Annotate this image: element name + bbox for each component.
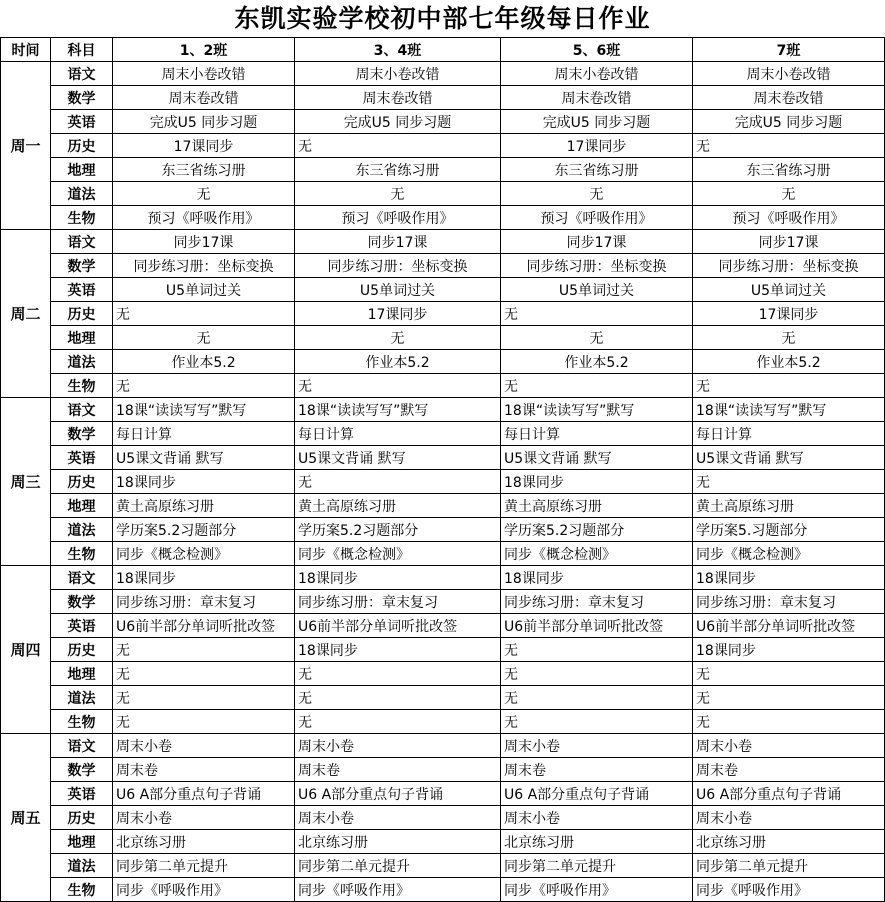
- homework-cell: 同步第二单元提升: [501, 854, 693, 878]
- table-row: [1, 182, 885, 206]
- subject-cell: 语文: [51, 734, 113, 758]
- homework-cell: 无: [501, 638, 693, 662]
- table-row: [1, 134, 885, 158]
- homework-cell: 18课同步: [693, 566, 885, 590]
- homework-cell: U5课文背诵 默写: [501, 446, 693, 470]
- homework-cell: 北京练习册: [501, 830, 693, 854]
- subject-cell: 语文: [51, 398, 113, 422]
- homework-table: [0, 37, 885, 902]
- homework-cell: 同步《呼吸作用》: [113, 878, 295, 902]
- homework-cell: U6 A部分重点句子背诵: [113, 782, 295, 806]
- homework-cell: 同步《概念检测》: [113, 542, 295, 566]
- table-row: [1, 398, 885, 422]
- subject-cell: 数学: [51, 758, 113, 782]
- subject-cell: 生物: [51, 710, 113, 734]
- subject-cell: 历史: [51, 302, 113, 326]
- table-row: [1, 62, 885, 86]
- homework-cell: 黄土高原练习册: [693, 494, 885, 518]
- header-row: [1, 38, 885, 62]
- homework-cell: 同步《呼吸作用》: [693, 878, 885, 902]
- homework-cell: 黄土高原练习册: [113, 494, 295, 518]
- homework-cell: 无: [295, 470, 501, 494]
- subject-cell: 语文: [51, 230, 113, 254]
- homework-cell: 无: [501, 710, 693, 734]
- homework-cell: 同步17课: [501, 230, 693, 254]
- homework-cell: U5单词过关: [113, 278, 295, 302]
- homework-cell: 无: [295, 374, 501, 398]
- homework-cell: 每日计算: [295, 422, 501, 446]
- subject-cell: 生物: [51, 374, 113, 398]
- table-row: [1, 326, 885, 350]
- table-row: [1, 278, 885, 302]
- day-label: 周二: [1, 230, 51, 398]
- homework-cell: 周末小卷: [693, 734, 885, 758]
- homework-cell: 同步《呼吸作用》: [295, 878, 501, 902]
- homework-cell: U6前半部分单词听批改签: [693, 614, 885, 638]
- homework-cell: 同步练习册：坐标变换: [295, 254, 501, 278]
- homework-cell: 同步17课: [113, 230, 295, 254]
- homework-cell: 17课同步: [113, 134, 295, 158]
- day-label: 周四: [1, 566, 51, 734]
- homework-cell: 无: [295, 134, 501, 158]
- homework-cell: 同步17课: [295, 230, 501, 254]
- homework-cell: 周末小卷: [113, 734, 295, 758]
- homework-cell: 周末小卷: [501, 734, 693, 758]
- homework-cell: 周末卷: [295, 758, 501, 782]
- homework-cell: 无: [113, 374, 295, 398]
- homework-cell: 同步《概念检测》: [501, 542, 693, 566]
- homework-cell: 无: [113, 638, 295, 662]
- homework-cell: 同步练习册：章末复习: [693, 590, 885, 614]
- homework-cell: 无: [295, 686, 501, 710]
- homework-cell: U6 A部分重点句子背诵: [295, 782, 501, 806]
- homework-cell: 东三省练习册: [113, 158, 295, 182]
- subject-cell: 历史: [51, 470, 113, 494]
- homework-cell: U6 A部分重点句子背诵: [501, 782, 693, 806]
- day-label: 周一: [1, 62, 51, 230]
- homework-cell: 同步练习册：坐标变换: [693, 254, 885, 278]
- table-row: [1, 830, 885, 854]
- homework-cell: 17课同步: [693, 302, 885, 326]
- day-label: 周五: [1, 734, 51, 902]
- homework-cell: 黄土高原练习册: [295, 494, 501, 518]
- homework-cell: 完成U5 同步习题: [113, 110, 295, 134]
- table-row: [1, 446, 885, 470]
- homework-cell: U6 A部分重点句子背诵: [693, 782, 885, 806]
- homework-cell: 预习《呼吸作用》: [113, 206, 295, 230]
- homework-cell: 预习《呼吸作用》: [693, 206, 885, 230]
- homework-cell: 18课同步: [113, 470, 295, 494]
- day-label: 周三: [1, 398, 51, 566]
- homework-cell: 预习《呼吸作用》: [501, 206, 693, 230]
- table-row: [1, 350, 885, 374]
- homework-cell: 同步练习册：坐标变换: [113, 254, 295, 278]
- homework-cell: 同步练习册：章末复习: [501, 590, 693, 614]
- homework-cell: U6前半部分单词听批改签: [295, 614, 501, 638]
- table-row: [1, 230, 885, 254]
- header-class-3-4: 3、4班: [295, 38, 501, 62]
- homework-cell: 17课同步: [501, 134, 693, 158]
- homework-cell: 预习《呼吸作用》: [295, 206, 501, 230]
- homework-cell: 周末小卷: [113, 806, 295, 830]
- subject-cell: 地理: [51, 662, 113, 686]
- homework-cell: 学历案5.2习题部分: [295, 518, 501, 542]
- table-row: [1, 806, 885, 830]
- homework-cell: 东三省练习册: [501, 158, 693, 182]
- subject-cell: 历史: [51, 638, 113, 662]
- subject-cell: 历史: [51, 134, 113, 158]
- homework-cell: 18课同步: [501, 470, 693, 494]
- homework-cell: 周末卷改错: [693, 86, 885, 110]
- table-row: [1, 494, 885, 518]
- homework-cell: U6前半部分单词听批改签: [501, 614, 693, 638]
- table-row: [1, 206, 885, 230]
- subject-cell: 英语: [51, 278, 113, 302]
- page-title: 东凯实验学校初中部七年级每日作业: [234, 4, 651, 33]
- homework-cell: 周末小卷改错: [295, 62, 501, 86]
- homework-cell: 无: [295, 710, 501, 734]
- homework-cell: 周末卷: [501, 758, 693, 782]
- table-row: [1, 86, 885, 110]
- homework-cell: 完成U5 同步习题: [501, 110, 693, 134]
- homework-cell: 无: [501, 302, 693, 326]
- homework-cell: 无: [693, 374, 885, 398]
- homework-cell: 无: [501, 686, 693, 710]
- table-row: [1, 638, 885, 662]
- header-class-5-6: 5、6班: [501, 38, 693, 62]
- homework-cell: 周末小卷改错: [113, 62, 295, 86]
- homework-cell: 学历案5.2习题部分: [501, 518, 693, 542]
- subject-cell: 数学: [51, 86, 113, 110]
- subject-cell: 生物: [51, 542, 113, 566]
- subject-cell: 数学: [51, 590, 113, 614]
- homework-cell: 东三省练习册: [693, 158, 885, 182]
- homework-cell: U5单词过关: [295, 278, 501, 302]
- homework-cell: 北京练习册: [693, 830, 885, 854]
- homework-cell: 18课同步: [295, 638, 501, 662]
- homework-cell: 每日计算: [693, 422, 885, 446]
- homework-cell: 同步《概念检测》: [693, 542, 885, 566]
- table-row: [1, 854, 885, 878]
- homework-cell: 同步练习册：章末复习: [295, 590, 501, 614]
- subject-cell: 道法: [51, 854, 113, 878]
- table-row: [1, 758, 885, 782]
- subject-cell: 道法: [51, 518, 113, 542]
- table-row: [1, 518, 885, 542]
- homework-cell: 东三省练习册: [295, 158, 501, 182]
- homework-cell: 作业本5.2: [113, 350, 295, 374]
- subject-cell: 道法: [51, 182, 113, 206]
- homework-cell: 同步《呼吸作用》: [501, 878, 693, 902]
- homework-cell: 无: [295, 326, 501, 350]
- homework-cell: 同步练习册：章末复习: [113, 590, 295, 614]
- header-time: 时间: [1, 38, 51, 62]
- subject-cell: 生物: [51, 878, 113, 902]
- homework-cell: 17课同步: [295, 302, 501, 326]
- homework-cell: 完成U5 同步习题: [295, 110, 501, 134]
- homework-cell: 周末卷: [693, 758, 885, 782]
- homework-cell: 周末卷: [113, 758, 295, 782]
- header-subject: 科目: [51, 38, 113, 62]
- homework-cell: 每日计算: [501, 422, 693, 446]
- subject-cell: 数学: [51, 422, 113, 446]
- homework-cell: 同步第二单元提升: [113, 854, 295, 878]
- subject-cell: 英语: [51, 110, 113, 134]
- subject-cell: 地理: [51, 494, 113, 518]
- homework-cell: 无: [113, 710, 295, 734]
- table-row: [1, 542, 885, 566]
- table-row: [1, 302, 885, 326]
- homework-cell: 学历案5.习题部分: [693, 518, 885, 542]
- homework-cell: 北京练习册: [295, 830, 501, 854]
- homework-cell: U6前半部分单词听批改签: [113, 614, 295, 638]
- homework-cell: 无: [693, 134, 885, 158]
- table-row: [1, 662, 885, 686]
- homework-cell: 无: [693, 182, 885, 206]
- homework-cell: 无: [501, 182, 693, 206]
- homework-cell: U5单词过关: [501, 278, 693, 302]
- homework-cell: 周末卷改错: [113, 86, 295, 110]
- homework-cell: 学历案5.2习题部分: [113, 518, 295, 542]
- subject-cell: 英语: [51, 446, 113, 470]
- subject-cell: 生物: [51, 206, 113, 230]
- homework-cell: 作业本5.2: [295, 350, 501, 374]
- homework-cell: 无: [295, 182, 501, 206]
- homework-cell: 无: [113, 302, 295, 326]
- homework-cell: 无: [501, 374, 693, 398]
- homework-cell: 无: [113, 662, 295, 686]
- homework-cell: 无: [113, 686, 295, 710]
- homework-cell: 周末小卷: [295, 734, 501, 758]
- subject-cell: 历史: [51, 806, 113, 830]
- table-row: [1, 254, 885, 278]
- homework-cell: 18课“读读写写”默写: [295, 398, 501, 422]
- homework-cell: 周末小卷: [501, 806, 693, 830]
- homework-cell: 18课同步: [113, 566, 295, 590]
- homework-cell: U5单词过关: [693, 278, 885, 302]
- homework-cell: 周末小卷: [295, 806, 501, 830]
- homework-cell: 无: [693, 686, 885, 710]
- homework-cell: 无: [501, 662, 693, 686]
- homework-cell: 作业本5.2: [693, 350, 885, 374]
- homework-cell: 周末小卷改错: [693, 62, 885, 86]
- subject-cell: 地理: [51, 158, 113, 182]
- subject-cell: 语文: [51, 62, 113, 86]
- homework-cell: 同步第二单元提升: [693, 854, 885, 878]
- header-class-7: 7班: [693, 38, 885, 62]
- homework-cell: 周末卷改错: [501, 86, 693, 110]
- homework-cell: 完成U5 同步习题: [693, 110, 885, 134]
- subject-cell: 地理: [51, 830, 113, 854]
- homework-cell: 北京练习册: [113, 830, 295, 854]
- subject-cell: 地理: [51, 326, 113, 350]
- table-row: [1, 734, 885, 758]
- subject-cell: 英语: [51, 782, 113, 806]
- homework-cell: U5课文背诵 默写: [295, 446, 501, 470]
- homework-cell: 无: [693, 662, 885, 686]
- subject-cell: 道法: [51, 350, 113, 374]
- homework-cell: 无: [113, 326, 295, 350]
- homework-cell: 无: [113, 182, 295, 206]
- table-row: [1, 614, 885, 638]
- table-row: [1, 686, 885, 710]
- table-row: [1, 110, 885, 134]
- table-row: [1, 566, 885, 590]
- homework-cell: 18课“读读写写”默写: [113, 398, 295, 422]
- homework-cell: 同步练习册：坐标变换: [501, 254, 693, 278]
- table-row: [1, 878, 885, 902]
- subject-cell: 语文: [51, 566, 113, 590]
- table-row: [1, 422, 885, 446]
- homework-cell: 作业本5.2: [501, 350, 693, 374]
- subject-cell: 道法: [51, 686, 113, 710]
- homework-cell: 18课同步: [501, 566, 693, 590]
- homework-cell: 周末小卷改错: [501, 62, 693, 86]
- homework-cell: 无: [501, 326, 693, 350]
- homework-cell: 无: [693, 326, 885, 350]
- homework-cell: U5课文背诵 默写: [113, 446, 295, 470]
- homework-cell: 周末卷改错: [295, 86, 501, 110]
- homework-cell: 18课“读读写写”默写: [501, 398, 693, 422]
- homework-cell: 无: [295, 662, 501, 686]
- table-row: [1, 710, 885, 734]
- subject-cell: 数学: [51, 254, 113, 278]
- table-row: [1, 374, 885, 398]
- homework-cell: 无: [693, 710, 885, 734]
- homework-cell: 同步《概念检测》: [295, 542, 501, 566]
- homework-cell: 无: [693, 470, 885, 494]
- subject-cell: 英语: [51, 614, 113, 638]
- header-class-1-2: 1、2班: [113, 38, 295, 62]
- homework-cell: 每日计算: [113, 422, 295, 446]
- table-row: [1, 158, 885, 182]
- homework-cell: 18课同步: [295, 566, 501, 590]
- homework-cell: 18课“读读写写”默写: [693, 398, 885, 422]
- table-row: [1, 782, 885, 806]
- homework-cell: U5课文背诵 默写: [693, 446, 885, 470]
- homework-cell: 周末小卷: [693, 806, 885, 830]
- homework-cell: 18课同步: [693, 638, 885, 662]
- table-row: [1, 470, 885, 494]
- table-row: [1, 590, 885, 614]
- homework-cell: 同步第二单元提升: [295, 854, 501, 878]
- homework-cell: 黄土高原练习册: [501, 494, 693, 518]
- homework-cell: 同步17课: [693, 230, 885, 254]
